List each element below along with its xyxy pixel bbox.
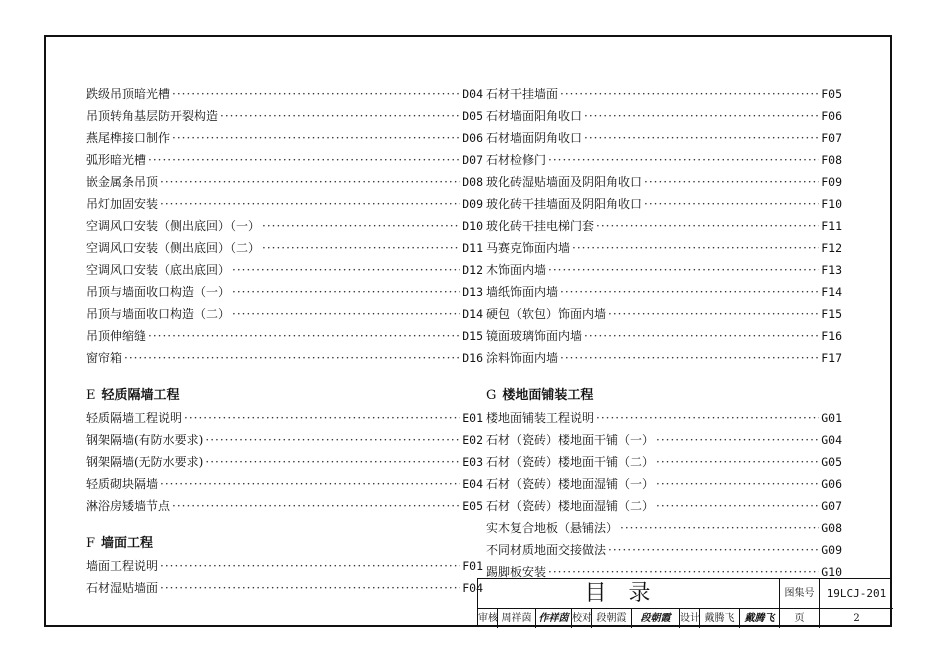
toc-entry-code: G06 (821, 477, 842, 491)
toc-entry-code: F14 (821, 285, 842, 299)
toc-entry-code: D05 (462, 109, 483, 123)
toc-entry (86, 429, 483, 451)
toc-entry-title: 镜面玻璃饰面内墙 (486, 329, 583, 343)
toc-leader-dots (548, 259, 819, 281)
toc-entry-title: 玻化砖干挂墙面及阴阳角收口 (486, 197, 643, 211)
toc-entry-code: D12 (462, 263, 483, 277)
toc-entry (86, 193, 483, 215)
toc-entry-code: D07 (462, 153, 483, 167)
toc-entry-code: E04 (462, 477, 483, 491)
toc-entry (486, 105, 842, 127)
toc-leader-dots (656, 451, 819, 473)
toc-leader-dots (232, 281, 460, 303)
toc-entry (486, 473, 842, 495)
section-title: 楼地面铺装工程 (502, 388, 594, 403)
toc-entry (86, 149, 483, 171)
toc-entry-title: 石材（瓷砖）楼地面干铺（一） (486, 433, 655, 447)
reviewer-signature: 作祥茵 (536, 609, 572, 628)
toc-entry (486, 495, 842, 517)
toc-entry-title: 不同材质地面交接做法 (486, 543, 607, 557)
toc-entry-code: F08 (821, 153, 842, 167)
toc-entry-code: F05 (821, 87, 842, 101)
toc-entry (86, 347, 483, 369)
toc-entry-code: E05 (462, 499, 483, 513)
toc-entry (486, 215, 842, 237)
toc-entry (486, 171, 842, 193)
toc-entry-title: 墙纸饰面内墙 (486, 285, 559, 299)
toc-entry (486, 127, 842, 149)
toc-entry-code: D04 (462, 87, 483, 101)
toc-entry-code: F04 (462, 581, 483, 595)
toc-entry-title: 空调风口安装（底出底回） (86, 263, 231, 277)
toc-leader-dots (572, 237, 819, 259)
toc-right-column (486, 83, 842, 583)
toc-leader-dots (172, 495, 460, 517)
toc-leader-dots (172, 127, 460, 149)
toc-entry-code: D09 (462, 197, 483, 211)
toc-entry (86, 83, 483, 105)
toc-entry-code: E01 (462, 411, 483, 425)
toc-entry-code: F11 (821, 219, 842, 233)
toc-entry (86, 451, 483, 473)
toc-entry-code: F07 (821, 131, 842, 145)
toc-entry-title: 马赛克饰面内墙 (486, 241, 571, 255)
section-letter: G (486, 388, 497, 403)
toc-leader-dots (205, 451, 460, 473)
toc-entry-code: F12 (821, 241, 842, 255)
toc-entry-code: F10 (821, 197, 842, 211)
toc-entry-code: G01 (821, 411, 842, 425)
designer-signature: 戴腾飞 (740, 609, 780, 628)
toc-entry-title: 淋浴房矮墙节点 (86, 499, 171, 513)
toc-entry (86, 127, 483, 149)
toc-entry-code: D11 (462, 241, 483, 255)
toc-entry-code: F06 (821, 109, 842, 123)
section-letter: E (86, 388, 96, 403)
toc-entry-code: D08 (462, 175, 483, 189)
toc-entry (86, 407, 483, 429)
toc-entry-code: D16 (462, 351, 483, 365)
toc-entry-title: 轻质隔墙工程说明 (86, 411, 183, 425)
toc-entry (86, 259, 483, 281)
toc-leader-dots (232, 303, 460, 325)
design-label: 设计 (680, 609, 700, 628)
toc-entry (486, 237, 842, 259)
toc-entry-title: 窗帘箱 (86, 351, 123, 365)
toc-entry-title: 玻化砖干挂电梯门套 (486, 219, 595, 233)
toc-entry-code: D15 (462, 329, 483, 343)
toc-leader-dots (560, 281, 819, 303)
toc-entry-title: 石材干挂墙面 (486, 87, 559, 101)
toc-entry-code: G05 (821, 455, 842, 469)
toc-entry (486, 407, 842, 429)
toc-entry-title: 石材墙面阴角收口 (486, 131, 583, 145)
toc-entry (86, 281, 483, 303)
toc-leader-dots (644, 193, 819, 215)
toc-entry-title: 轻质砌块隔墙 (86, 477, 159, 491)
toc-entry (486, 517, 842, 539)
section-title: 轻质隔墙工程 (101, 388, 180, 403)
toc-leader-dots (584, 105, 819, 127)
toc-leader-dots (184, 407, 460, 429)
section-heading-e (86, 385, 483, 407)
toc-entry (486, 259, 842, 281)
toc-entry-title: 钢架隔墙(有防水要求) (86, 433, 204, 447)
toc-entry (486, 281, 842, 303)
toc-leader-dots (220, 105, 460, 127)
section-title: 墙面工程 (101, 536, 154, 551)
toc-leader-dots (584, 127, 819, 149)
toc-leader-dots (656, 495, 819, 517)
toc-entry (486, 303, 842, 325)
toc-entry-code: D13 (462, 285, 483, 299)
toc-entry-title: 楼地面铺装工程说明 (486, 411, 595, 425)
section-letter: F (86, 536, 96, 551)
toc-leader-dots (232, 259, 460, 281)
toc-entry-title: 玻化砖湿贴墙面及阴阳角收口 (486, 175, 643, 189)
toc-entry (486, 83, 842, 105)
toc-entry-title: 石材检修门 (486, 153, 547, 167)
toc-entry (86, 473, 483, 495)
toc-entry-title: 吊灯加固安装 (86, 197, 159, 211)
toc-leader-dots (172, 83, 460, 105)
title-block (477, 578, 892, 627)
reviewer-name: 周祥茵 (498, 609, 536, 628)
toc-leader-dots (620, 517, 819, 539)
toc-entry-code: G04 (821, 433, 842, 447)
toc-entry (86, 555, 483, 577)
toc-entry-code: D10 (462, 219, 483, 233)
toc-leader-dots (205, 429, 460, 451)
toc-leader-dots (262, 215, 460, 237)
toc-leader-dots (596, 215, 819, 237)
toc-leader-dots (560, 83, 819, 105)
toc-entry-title: 空调风口安装（侧出底回）（二） (86, 241, 261, 255)
toc-entry-code: D06 (462, 131, 483, 145)
toc-entry (86, 495, 483, 517)
toc-leader-dots (262, 237, 460, 259)
toc-entry-title: 燕尾榫接口制作 (86, 131, 171, 145)
toc-group-e (86, 407, 483, 517)
toc-entry-title: 实木复合地板（悬铺法） (486, 521, 619, 535)
toc-entry-code: D14 (462, 307, 483, 321)
toc-leader-dots (608, 303, 819, 325)
toc-entry (86, 171, 483, 193)
atlas-number-label: 图集号 (780, 579, 820, 609)
page-number: 2 (853, 613, 860, 624)
toc-leader-dots (584, 325, 819, 347)
toc-leader-dots (148, 325, 460, 347)
toc-entry (486, 429, 842, 451)
designer-name: 戴腾飞 (700, 609, 740, 628)
section-heading-g (486, 385, 842, 407)
toc-entry-code: E03 (462, 455, 483, 469)
toc-leader-dots (656, 429, 819, 451)
toc-entry-title: 空调风口安装（侧出底回）（一） (86, 219, 261, 233)
checker-signature: 段朝霞 (632, 609, 680, 628)
toc-entry-code: G10 (821, 565, 842, 579)
toc-entry-title: 石材（瓷砖）楼地面干铺（二） (486, 455, 655, 469)
page-label: 页 (780, 609, 820, 628)
toc-entry-title: 墙面工程说明 (86, 559, 159, 573)
toc-entry-code: G08 (821, 521, 842, 535)
toc-entry (486, 149, 842, 171)
toc-leader-dots (124, 347, 460, 369)
toc-leader-dots (160, 473, 460, 495)
toc-entry (86, 105, 483, 127)
toc-leader-dots (560, 347, 819, 369)
toc-leader-dots (160, 577, 460, 599)
toc-entry-title: 钢架隔墙(无防水要求) (86, 455, 204, 469)
toc-entry-code: F01 (462, 559, 483, 573)
toc-entry (86, 237, 483, 259)
toc-leader-dots (656, 473, 819, 495)
toc-leader-dots (548, 149, 819, 171)
toc-group-d (86, 83, 483, 369)
toc-entry-title: 弧形暗光槽 (86, 153, 147, 167)
toc-entry-title: 吊顶伸缩缝 (86, 329, 147, 343)
section-heading-f (86, 533, 483, 555)
toc-entry (486, 451, 842, 473)
toc-leader-dots (596, 407, 819, 429)
toc-entry-title: 石材（瓷砖）楼地面湿铺（一） (486, 477, 655, 491)
toc-entry-code: G09 (821, 543, 842, 557)
toc-entry-title: 嵌金属条吊顶 (86, 175, 159, 189)
toc-entry (86, 325, 483, 347)
toc-entry-code: F16 (821, 329, 842, 343)
signature-row (478, 609, 893, 628)
toc-entry (486, 193, 842, 215)
toc-leader-dots (160, 193, 460, 215)
toc-entry-title: 跌级吊顶暗光槽 (86, 87, 171, 101)
toc-entry (86, 577, 483, 599)
toc-entry-title: 吊顶转角基层防开裂构造 (86, 109, 219, 123)
atlas-number: 19LCJ-201 (820, 579, 893, 609)
toc-group-f-cont (486, 83, 842, 369)
check-label: 校对 (572, 609, 592, 628)
checker-name: 段朝霞 (592, 609, 632, 628)
toc-group-g (486, 407, 842, 583)
toc-leader-dots (148, 149, 460, 171)
toc-entry (86, 303, 483, 325)
toc-entry-title: 吊顶与墙面收口构造（二） (86, 307, 231, 321)
toc-entry-title: 吊顶与墙面收口构造（一） (86, 285, 231, 299)
review-label: 审核 (478, 609, 498, 628)
drawing-frame (44, 35, 892, 627)
toc-entry-code: F17 (821, 351, 842, 365)
toc-entry (486, 347, 842, 369)
toc-entry-title: 踢脚板安装 (486, 565, 547, 579)
toc-entry-title: 石材墙面阳角收口 (486, 109, 583, 123)
toc-entry (86, 215, 483, 237)
toc-entry-code: G07 (821, 499, 842, 513)
toc-leader-dots (608, 539, 819, 561)
toc-entry (486, 539, 842, 561)
toc-entry-title: 木饰面内墙 (486, 263, 547, 277)
toc-group-f (86, 555, 483, 599)
toc-leader-dots (644, 171, 819, 193)
title-block-title: 目录 (478, 579, 780, 609)
toc-entry-code: E02 (462, 433, 483, 447)
toc-leader-dots (160, 171, 460, 193)
toc-entry-code: F09 (821, 175, 842, 189)
toc-left-column (86, 83, 483, 599)
toc-entry (486, 325, 842, 347)
toc-leader-dots (160, 555, 460, 577)
toc-entry-title: 石材湿贴墙面 (86, 581, 159, 595)
toc-entry-code: F15 (821, 307, 842, 321)
toc-entry-title: 石材（瓷砖）楼地面湿铺（二） (486, 499, 655, 513)
toc-entry-title: 硬包（软包）饰面内墙 (486, 307, 607, 321)
toc-entry-title: 涂料饰面内墙 (486, 351, 559, 365)
toc-entry-code: F13 (821, 263, 842, 277)
